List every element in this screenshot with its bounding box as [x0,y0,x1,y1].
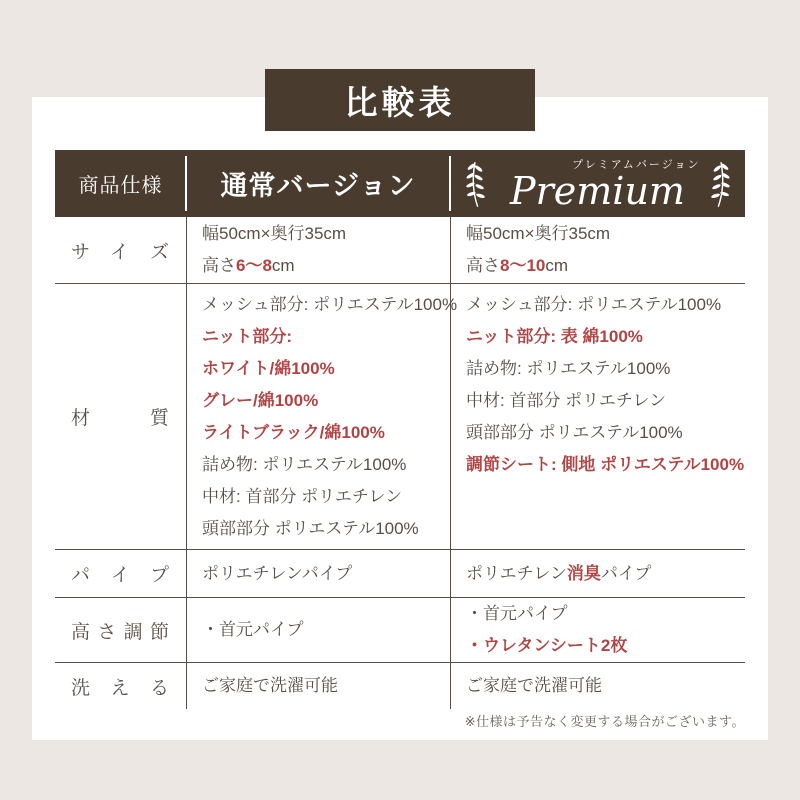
text-segment: ご家庭で洗濯可能 [202,676,338,695]
row-label [55,663,186,709]
text-segment: 詰め物: ポリエステル100% [466,359,671,378]
row-label-text: サイズ [71,241,170,263]
row-label [55,284,186,549]
highlight-text: ・ウレタンシート2枚 [466,636,628,655]
laurel-branch-icon [465,158,485,210]
premium-title-block [493,156,703,212]
row-label-text: 高さ調節 [71,621,170,643]
header-spec-label: 商品仕様 [78,175,163,197]
header-spec [55,150,186,217]
row-label [55,550,186,597]
text-line [466,417,739,449]
text-line [202,353,444,385]
text-segment: 高さ [202,256,236,275]
row-label-text: パイプ [71,565,170,586]
page-title: 比較表 [344,83,456,121]
text-line [466,449,745,481]
header-normal-label: 通常バージョン [220,171,416,201]
page-title-box [265,69,535,131]
highlight-text: ホワイト/綿100% [202,359,335,378]
text-segment: 頭部部分 ポリエステル100% [466,423,683,442]
normal-cell [186,550,450,597]
premium-cell [450,217,745,283]
text-line [202,250,444,282]
text-segment: 高さ [466,256,500,275]
highlight-text: 8～10 [500,256,546,275]
table-row [55,662,745,709]
text-segment: 中材: 首部分 ポリエチレン [466,391,667,410]
content-card [32,97,768,740]
text-line [202,289,458,321]
text-line [466,289,739,321]
row-label [55,598,186,662]
highlight-text: ライトブラック/綿100% [202,423,385,442]
premium-cell [450,663,745,709]
text-segment: ・首元パイプ [202,620,304,639]
row-label-text: 洗える [71,677,170,699]
laurel-branch-icon [711,158,731,210]
text-segment: cm [271,256,295,275]
row-label [55,217,186,283]
disclaimer-note: ※仕様は予告なく変更する場合がございます。 [464,714,745,729]
text-line [202,321,444,353]
text-segment: 幅50cm×奥行35cm [466,224,611,243]
text-line [202,218,444,250]
text-segment: ・首元パイプ [466,604,568,623]
text-line [202,417,444,449]
text-segment: 幅50cm×奥行35cm [202,224,347,243]
highlight-text: ニット部分: [202,327,292,346]
text-line [466,558,739,590]
text-line [202,614,444,646]
text-segment: 詰め物: ポリエステル100% [202,455,407,474]
text-line [202,449,444,481]
premium-script-title: Premium [510,168,685,213]
comparison-table [55,150,745,709]
text-line [466,321,739,353]
text-segment: cm [545,256,569,275]
text-line [466,598,739,630]
table-row [55,549,745,597]
text-line [466,353,739,385]
text-line [466,670,739,702]
premium-subtitle: プレミアムバージョン [572,158,701,171]
highlight-text: グレー/綿100% [202,391,319,410]
text-line [202,558,444,590]
table-row [55,597,745,662]
premium-cell [450,550,745,597]
row-label-text: 材質 [71,408,170,429]
table-body [55,217,745,709]
text-segment: メッシュ部分: ポリエステル100% [466,295,722,314]
text-line [466,218,739,250]
text-segment: メッシュ部分: ポリエステル100% [202,295,458,314]
text-segment: ポリエチレン [466,563,567,583]
header-premium-version [450,150,745,217]
header-divider [185,156,187,211]
premium-cell [450,284,745,549]
text-line [202,385,444,417]
highlight-text: 6～8 [236,256,272,275]
highlight-text: 消臭 [566,563,601,583]
normal-cell [186,598,450,662]
text-segment: ポリエチレンパイプ [202,563,353,583]
text-line [202,513,444,545]
text-line [466,250,739,282]
highlight-text: 調節シート: 側地 ポリエステル100% [466,455,745,474]
table-row [55,217,745,283]
normal-cell [186,663,450,709]
text-segment: 中材: 首部分 ポリエチレン [202,487,403,506]
header-normal-version [186,150,450,217]
premium-cell [450,598,745,662]
text-line [466,385,739,417]
text-segment: ご家庭で洗濯可能 [466,676,602,695]
text-line [202,670,444,702]
normal-cell [186,217,450,283]
table-row [55,283,745,549]
text-line [202,481,444,513]
table-header [55,150,745,217]
text-line [466,630,739,662]
highlight-text: ニット部分: 表 綿100% [466,327,643,346]
header-divider [449,156,451,211]
text-segment: パイプ [600,563,652,583]
normal-cell [186,284,458,549]
text-segment: 頭部部分 ポリエステル100% [202,519,419,538]
